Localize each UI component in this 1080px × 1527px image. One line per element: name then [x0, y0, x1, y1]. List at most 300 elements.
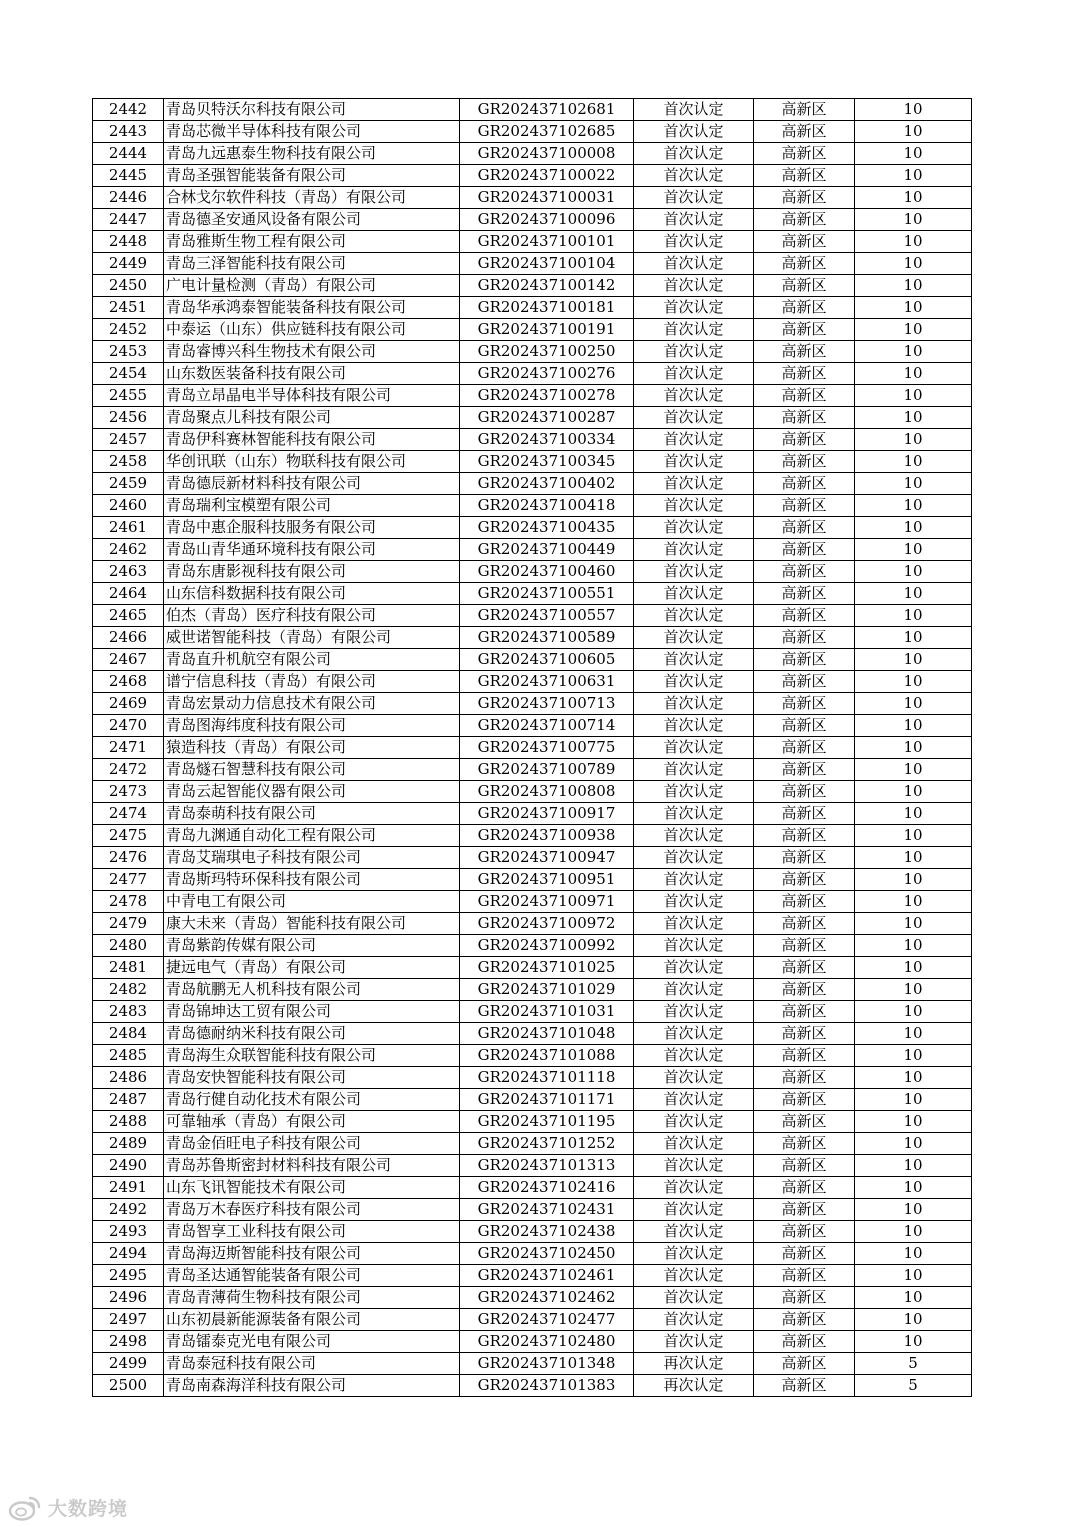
row-number-cell: 2495: [93, 1265, 164, 1287]
table-row: [93, 385, 972, 407]
table-row: [93, 979, 972, 1001]
row-number-cell: 2499: [93, 1353, 164, 1375]
certificate-number-cell: GR202437100250: [460, 341, 634, 363]
table-row: [93, 1221, 972, 1243]
district-cell: 高新区: [754, 627, 855, 649]
score-cell: 10: [855, 407, 972, 429]
table-row: [93, 781, 972, 803]
score-cell: 10: [855, 275, 972, 297]
certificate-number-cell: GR202437101252: [460, 1133, 634, 1155]
company-name-cell: 中青电工有限公司: [164, 891, 460, 913]
district-cell: 高新区: [754, 297, 855, 319]
row-number-cell: 2445: [93, 165, 164, 187]
score-cell: 10: [855, 1067, 972, 1089]
company-name-cell: 青岛智享工业科技有限公司: [164, 1221, 460, 1243]
certificate-number-cell: GR202437100808: [460, 781, 634, 803]
score-cell: 10: [855, 561, 972, 583]
certification-type-cell: 首次认定: [634, 407, 754, 429]
score-cell: 10: [855, 1265, 972, 1287]
certificate-number-cell: GR202437100418: [460, 495, 634, 517]
table-row: [93, 297, 972, 319]
district-cell: 高新区: [754, 165, 855, 187]
certificate-number-cell: GR202437100460: [460, 561, 634, 583]
company-table: [92, 98, 972, 1397]
certification-type-cell: 首次认定: [634, 869, 754, 891]
certificate-number-cell: GR202437100022: [460, 165, 634, 187]
table-row: [93, 1199, 972, 1221]
certification-type-cell: 首次认定: [634, 825, 754, 847]
certification-type-cell: 首次认定: [634, 275, 754, 297]
company-name-cell: 青岛海生众联智能科技有限公司: [164, 1045, 460, 1067]
company-name-cell: 康大未来（青岛）智能科技有限公司: [164, 913, 460, 935]
certificate-number-cell: GR202437101031: [460, 1001, 634, 1023]
certification-type-cell: 首次认定: [634, 1221, 754, 1243]
certification-type-cell: 再次认定: [634, 1375, 754, 1397]
score-cell: 10: [855, 803, 972, 825]
score-cell: 10: [855, 759, 972, 781]
company-name-cell: 青岛万木春医疗科技有限公司: [164, 1199, 460, 1221]
certificate-number-cell: GR202437100789: [460, 759, 634, 781]
table-row: [93, 561, 972, 583]
table-row: [93, 451, 972, 473]
row-number-cell: 2444: [93, 143, 164, 165]
certificate-number-cell: GR202437101313: [460, 1155, 634, 1177]
company-name-cell: 青岛贝特沃尔科技有限公司: [164, 99, 460, 121]
certification-type-cell: 首次认定: [634, 803, 754, 825]
score-cell: 10: [855, 187, 972, 209]
score-cell: 10: [855, 1001, 972, 1023]
table-row: [93, 1001, 972, 1023]
table-row: [93, 165, 972, 187]
district-cell: 高新区: [754, 517, 855, 539]
score-cell: 10: [855, 121, 972, 143]
certificate-number-cell: GR202437100334: [460, 429, 634, 451]
company-name-cell: 山东飞讯智能技术有限公司: [164, 1177, 460, 1199]
district-cell: 高新区: [754, 693, 855, 715]
certification-type-cell: 首次认定: [634, 319, 754, 341]
row-number-cell: 2478: [93, 891, 164, 913]
certification-type-cell: 首次认定: [634, 605, 754, 627]
score-cell: 10: [855, 143, 972, 165]
company-name-cell: 山东初晨新能源装备有限公司: [164, 1309, 460, 1331]
district-cell: 高新区: [754, 253, 855, 275]
score-cell: 10: [855, 649, 972, 671]
score-cell: 10: [855, 209, 972, 231]
table-row: [93, 935, 972, 957]
certification-type-cell: 首次认定: [634, 693, 754, 715]
score-cell: 10: [855, 451, 972, 473]
certificate-number-cell: GR202437101118: [460, 1067, 634, 1089]
score-cell: 10: [855, 891, 972, 913]
district-cell: 高新区: [754, 275, 855, 297]
certificate-number-cell: GR202437100775: [460, 737, 634, 759]
row-number-cell: 2464: [93, 583, 164, 605]
table-row: [93, 1111, 972, 1133]
district-cell: 高新区: [754, 847, 855, 869]
certificate-number-cell: GR202437101029: [460, 979, 634, 1001]
row-number-cell: 2492: [93, 1199, 164, 1221]
district-cell: 高新区: [754, 1243, 855, 1265]
table-row: [93, 957, 972, 979]
company-name-cell: 青岛直升机航空有限公司: [164, 649, 460, 671]
table-row: [93, 1309, 972, 1331]
district-cell: 高新区: [754, 583, 855, 605]
company-name-cell: 青岛行健自动化技术有限公司: [164, 1089, 460, 1111]
certificate-number-cell: GR202437102477: [460, 1309, 634, 1331]
row-number-cell: 2479: [93, 913, 164, 935]
certification-type-cell: 首次认定: [634, 1331, 754, 1353]
company-list-sheet: [92, 98, 971, 1397]
row-number-cell: 2461: [93, 517, 164, 539]
certification-type-cell: 首次认定: [634, 517, 754, 539]
district-cell: 高新区: [754, 1023, 855, 1045]
score-cell: 10: [855, 99, 972, 121]
certification-type-cell: 首次认定: [634, 209, 754, 231]
row-number-cell: 2450: [93, 275, 164, 297]
company-name-cell: 青岛芯微半导体科技有限公司: [164, 121, 460, 143]
row-number-cell: 2474: [93, 803, 164, 825]
row-number-cell: 2485: [93, 1045, 164, 1067]
row-number-cell: 2484: [93, 1023, 164, 1045]
weibo-logo-icon: [8, 1495, 42, 1521]
company-name-cell: 青岛德耐纳米科技有限公司: [164, 1023, 460, 1045]
score-cell: 10: [855, 1133, 972, 1155]
score-cell: 10: [855, 1111, 972, 1133]
score-cell: 10: [855, 781, 972, 803]
table-row: [93, 231, 972, 253]
certificate-number-cell: GR202437101048: [460, 1023, 634, 1045]
certification-type-cell: 首次认定: [634, 1045, 754, 1067]
certificate-number-cell: GR202437100278: [460, 385, 634, 407]
district-cell: 高新区: [754, 319, 855, 341]
table-row: [93, 99, 972, 121]
row-number-cell: 2463: [93, 561, 164, 583]
certification-type-cell: 首次认定: [634, 121, 754, 143]
score-cell: 10: [855, 605, 972, 627]
row-number-cell: 2452: [93, 319, 164, 341]
row-number-cell: 2472: [93, 759, 164, 781]
district-cell: 高新区: [754, 605, 855, 627]
certification-type-cell: 首次认定: [634, 759, 754, 781]
company-name-cell: 青岛雅斯生物工程有限公司: [164, 231, 460, 253]
company-name-cell: 青岛泰冠科技有限公司: [164, 1353, 460, 1375]
score-cell: 10: [855, 539, 972, 561]
score-cell: 10: [855, 231, 972, 253]
district-cell: 高新区: [754, 891, 855, 913]
certificate-number-cell: GR202437102431: [460, 1199, 634, 1221]
table-row: [93, 605, 972, 627]
table-row: [93, 363, 972, 385]
certificate-number-cell: GR202437100402: [460, 473, 634, 495]
company-name-cell: 青岛苏鲁斯密封材料科技有限公司: [164, 1155, 460, 1177]
certificate-number-cell: GR202437102480: [460, 1331, 634, 1353]
table-row: [93, 319, 972, 341]
score-cell: 10: [855, 627, 972, 649]
district-cell: 高新区: [754, 671, 855, 693]
district-cell: 高新区: [754, 231, 855, 253]
table-row: [93, 671, 972, 693]
score-cell: 10: [855, 847, 972, 869]
score-cell: 10: [855, 1089, 972, 1111]
district-cell: 高新区: [754, 1331, 855, 1353]
company-name-cell: 中泰运（山东）供应链科技有限公司: [164, 319, 460, 341]
company-name-cell: 青岛青薄荷生物科技有限公司: [164, 1287, 460, 1309]
table-row: [93, 1023, 972, 1045]
certification-type-cell: 首次认定: [634, 143, 754, 165]
certification-type-cell: 首次认定: [634, 99, 754, 121]
row-number-cell: 2453: [93, 341, 164, 363]
district-cell: 高新区: [754, 1353, 855, 1375]
score-cell: 10: [855, 429, 972, 451]
district-cell: 高新区: [754, 979, 855, 1001]
company-name-cell: 青岛金佰旺电子科技有限公司: [164, 1133, 460, 1155]
company-name-cell: 青岛泰萌科技有限公司: [164, 803, 460, 825]
certificate-number-cell: GR202437100947: [460, 847, 634, 869]
table-row: [93, 473, 972, 495]
row-number-cell: 2480: [93, 935, 164, 957]
certification-type-cell: 首次认定: [634, 979, 754, 1001]
district-cell: 高新区: [754, 1309, 855, 1331]
score-cell: 10: [855, 517, 972, 539]
district-cell: 高新区: [754, 429, 855, 451]
row-number-cell: 2494: [93, 1243, 164, 1265]
certificate-number-cell: GR202437100714: [460, 715, 634, 737]
district-cell: 高新区: [754, 759, 855, 781]
company-name-cell: 青岛海迈斯智能科技有限公司: [164, 1243, 460, 1265]
table-row: [93, 1375, 972, 1397]
district-cell: 高新区: [754, 1221, 855, 1243]
table-row: [93, 1353, 972, 1375]
company-name-cell: 青岛瑞利宝模塑有限公司: [164, 495, 460, 517]
score-cell: 10: [855, 825, 972, 847]
row-number-cell: 2466: [93, 627, 164, 649]
row-number-cell: 2449: [93, 253, 164, 275]
score-cell: 10: [855, 473, 972, 495]
table-row: [93, 715, 972, 737]
score-cell: 5: [855, 1353, 972, 1375]
certificate-number-cell: GR202437100589: [460, 627, 634, 649]
company-name-cell: 青岛德圣安通风设备有限公司: [164, 209, 460, 231]
score-cell: 10: [855, 957, 972, 979]
row-number-cell: 2496: [93, 1287, 164, 1309]
score-cell: 10: [855, 1023, 972, 1045]
certification-type-cell: 首次认定: [634, 1001, 754, 1023]
district-cell: 高新区: [754, 473, 855, 495]
company-name-cell: 伯杰（青岛）医疗科技有限公司: [164, 605, 460, 627]
certificate-number-cell: GR202437101383: [460, 1375, 634, 1397]
district-cell: 高新区: [754, 187, 855, 209]
certification-type-cell: 首次认定: [634, 1111, 754, 1133]
certification-type-cell: 首次认定: [634, 627, 754, 649]
company-name-cell: 山东信科数据科技有限公司: [164, 583, 460, 605]
row-number-cell: 2482: [93, 979, 164, 1001]
score-cell: 10: [855, 913, 972, 935]
certification-type-cell: 再次认定: [634, 1353, 754, 1375]
certification-type-cell: 首次认定: [634, 451, 754, 473]
score-cell: 10: [855, 869, 972, 891]
row-number-cell: 2473: [93, 781, 164, 803]
row-number-cell: 2493: [93, 1221, 164, 1243]
row-number-cell: 2456: [93, 407, 164, 429]
certification-type-cell: 首次认定: [634, 473, 754, 495]
table-row: [93, 1067, 972, 1089]
district-cell: 高新区: [754, 363, 855, 385]
certification-type-cell: 首次认定: [634, 539, 754, 561]
certification-type-cell: 首次认定: [634, 1309, 754, 1331]
company-name-cell: 猿造科技（青岛）有限公司: [164, 737, 460, 759]
table-row: [93, 341, 972, 363]
table-row: [93, 275, 972, 297]
company-name-cell: 青岛镭泰克光电有限公司: [164, 1331, 460, 1353]
district-cell: 高新区: [754, 495, 855, 517]
district-cell: 高新区: [754, 803, 855, 825]
table-row: [93, 583, 972, 605]
table-row: [93, 187, 972, 209]
company-name-cell: 捷远电气（青岛）有限公司: [164, 957, 460, 979]
row-number-cell: 2457: [93, 429, 164, 451]
district-cell: 高新区: [754, 825, 855, 847]
certification-type-cell: 首次认定: [634, 891, 754, 913]
certification-type-cell: 首次认定: [634, 363, 754, 385]
table-row: [93, 847, 972, 869]
table-row: [93, 209, 972, 231]
row-number-cell: 2448: [93, 231, 164, 253]
certification-type-cell: 首次认定: [634, 1067, 754, 1089]
company-name-cell: 山东数医装备科技有限公司: [164, 363, 460, 385]
score-cell: 10: [855, 583, 972, 605]
company-name-cell: 青岛南森海洋科技有限公司: [164, 1375, 460, 1397]
row-number-cell: 2465: [93, 605, 164, 627]
row-number-cell: 2500: [93, 1375, 164, 1397]
company-name-cell: 青岛三泽智能科技有限公司: [164, 253, 460, 275]
district-cell: 高新区: [754, 451, 855, 473]
certificate-number-cell: GR202437100345: [460, 451, 634, 473]
certificate-number-cell: GR202437102681: [460, 99, 634, 121]
certificate-number-cell: GR202437100287: [460, 407, 634, 429]
row-number-cell: 2483: [93, 1001, 164, 1023]
table-row: [93, 1331, 972, 1353]
certification-type-cell: 首次认定: [634, 583, 754, 605]
score-cell: 10: [855, 1045, 972, 1067]
company-name-cell: 华创讯联（山东）物联科技有限公司: [164, 451, 460, 473]
certificate-number-cell: GR202437101171: [460, 1089, 634, 1111]
table-row: [93, 1155, 972, 1177]
district-cell: 高新区: [754, 121, 855, 143]
row-number-cell: 2488: [93, 1111, 164, 1133]
company-name-cell: 青岛九渊通自动化工程有限公司: [164, 825, 460, 847]
certification-type-cell: 首次认定: [634, 1265, 754, 1287]
district-cell: 高新区: [754, 1067, 855, 1089]
score-cell: 10: [855, 1243, 972, 1265]
row-number-cell: 2462: [93, 539, 164, 561]
certification-type-cell: 首次认定: [634, 495, 754, 517]
certificate-number-cell: GR202437101348: [460, 1353, 634, 1375]
certification-type-cell: 首次认定: [634, 781, 754, 803]
company-name-cell: 青岛圣达通智能装备有限公司: [164, 1265, 460, 1287]
company-name-cell: 青岛云起智能仪器有限公司: [164, 781, 460, 803]
table-row: [93, 495, 972, 517]
certificate-number-cell: GR202437100713: [460, 693, 634, 715]
certificate-number-cell: GR202437100605: [460, 649, 634, 671]
district-cell: 高新区: [754, 341, 855, 363]
table-row: [93, 737, 972, 759]
certification-type-cell: 首次认定: [634, 1089, 754, 1111]
certificate-number-cell: GR202437100992: [460, 935, 634, 957]
score-cell: 10: [855, 297, 972, 319]
district-cell: 高新区: [754, 1287, 855, 1309]
row-number-cell: 2487: [93, 1089, 164, 1111]
company-name-cell: 青岛立昂晶电半导体科技有限公司: [164, 385, 460, 407]
score-cell: 10: [855, 253, 972, 275]
certification-type-cell: 首次认定: [634, 1243, 754, 1265]
certificate-number-cell: GR202437100972: [460, 913, 634, 935]
district-cell: 高新区: [754, 1045, 855, 1067]
certificate-number-cell: GR202437101088: [460, 1045, 634, 1067]
row-number-cell: 2442: [93, 99, 164, 121]
row-number-cell: 2454: [93, 363, 164, 385]
certification-type-cell: 首次认定: [634, 847, 754, 869]
score-cell: 10: [855, 319, 972, 341]
district-cell: 高新区: [754, 1199, 855, 1221]
district-cell: 高新区: [754, 737, 855, 759]
score-cell: 10: [855, 385, 972, 407]
certificate-number-cell: GR202437100104: [460, 253, 634, 275]
company-name-cell: 青岛斯玛特环保科技有限公司: [164, 869, 460, 891]
district-cell: 高新区: [754, 407, 855, 429]
row-number-cell: 2468: [93, 671, 164, 693]
score-cell: 5: [855, 1375, 972, 1397]
certificate-number-cell: GR202437100181: [460, 297, 634, 319]
company-name-cell: 威世诺智能科技（青岛）有限公司: [164, 627, 460, 649]
score-cell: 10: [855, 1177, 972, 1199]
table-row: [93, 693, 972, 715]
certificate-number-cell: GR202437100951: [460, 869, 634, 891]
certificate-number-cell: GR202437101195: [460, 1111, 634, 1133]
district-cell: 高新区: [754, 781, 855, 803]
watermark-text: 大数跨境: [48, 1498, 129, 1520]
district-cell: 高新区: [754, 957, 855, 979]
table-row: [93, 517, 972, 539]
score-cell: 10: [855, 935, 972, 957]
table-row: [93, 143, 972, 165]
company-name-cell: 可靠轴承（青岛）有限公司: [164, 1111, 460, 1133]
table-row: [93, 1287, 972, 1309]
district-cell: 高新区: [754, 561, 855, 583]
row-number-cell: 2491: [93, 1177, 164, 1199]
certificate-number-cell: GR202437100435: [460, 517, 634, 539]
district-cell: 高新区: [754, 715, 855, 737]
certificate-number-cell: GR202437100971: [460, 891, 634, 913]
certificate-number-cell: GR202437100031: [460, 187, 634, 209]
district-cell: 高新区: [754, 143, 855, 165]
certificate-number-cell: GR202437102416: [460, 1177, 634, 1199]
certificate-number-cell: GR202437100631: [460, 671, 634, 693]
district-cell: 高新区: [754, 649, 855, 671]
watermark: [8, 1494, 128, 1521]
company-name-cell: 青岛安快智能科技有限公司: [164, 1067, 460, 1089]
row-number-cell: 2443: [93, 121, 164, 143]
row-number-cell: 2486: [93, 1067, 164, 1089]
district-cell: 高新区: [754, 935, 855, 957]
certification-type-cell: 首次认定: [634, 297, 754, 319]
table-row: [93, 121, 972, 143]
row-number-cell: 2471: [93, 737, 164, 759]
company-table-body: [93, 99, 972, 1397]
row-number-cell: 2490: [93, 1155, 164, 1177]
certificate-number-cell: GR202437100191: [460, 319, 634, 341]
table-row: [93, 407, 972, 429]
row-number-cell: 2458: [93, 451, 164, 473]
